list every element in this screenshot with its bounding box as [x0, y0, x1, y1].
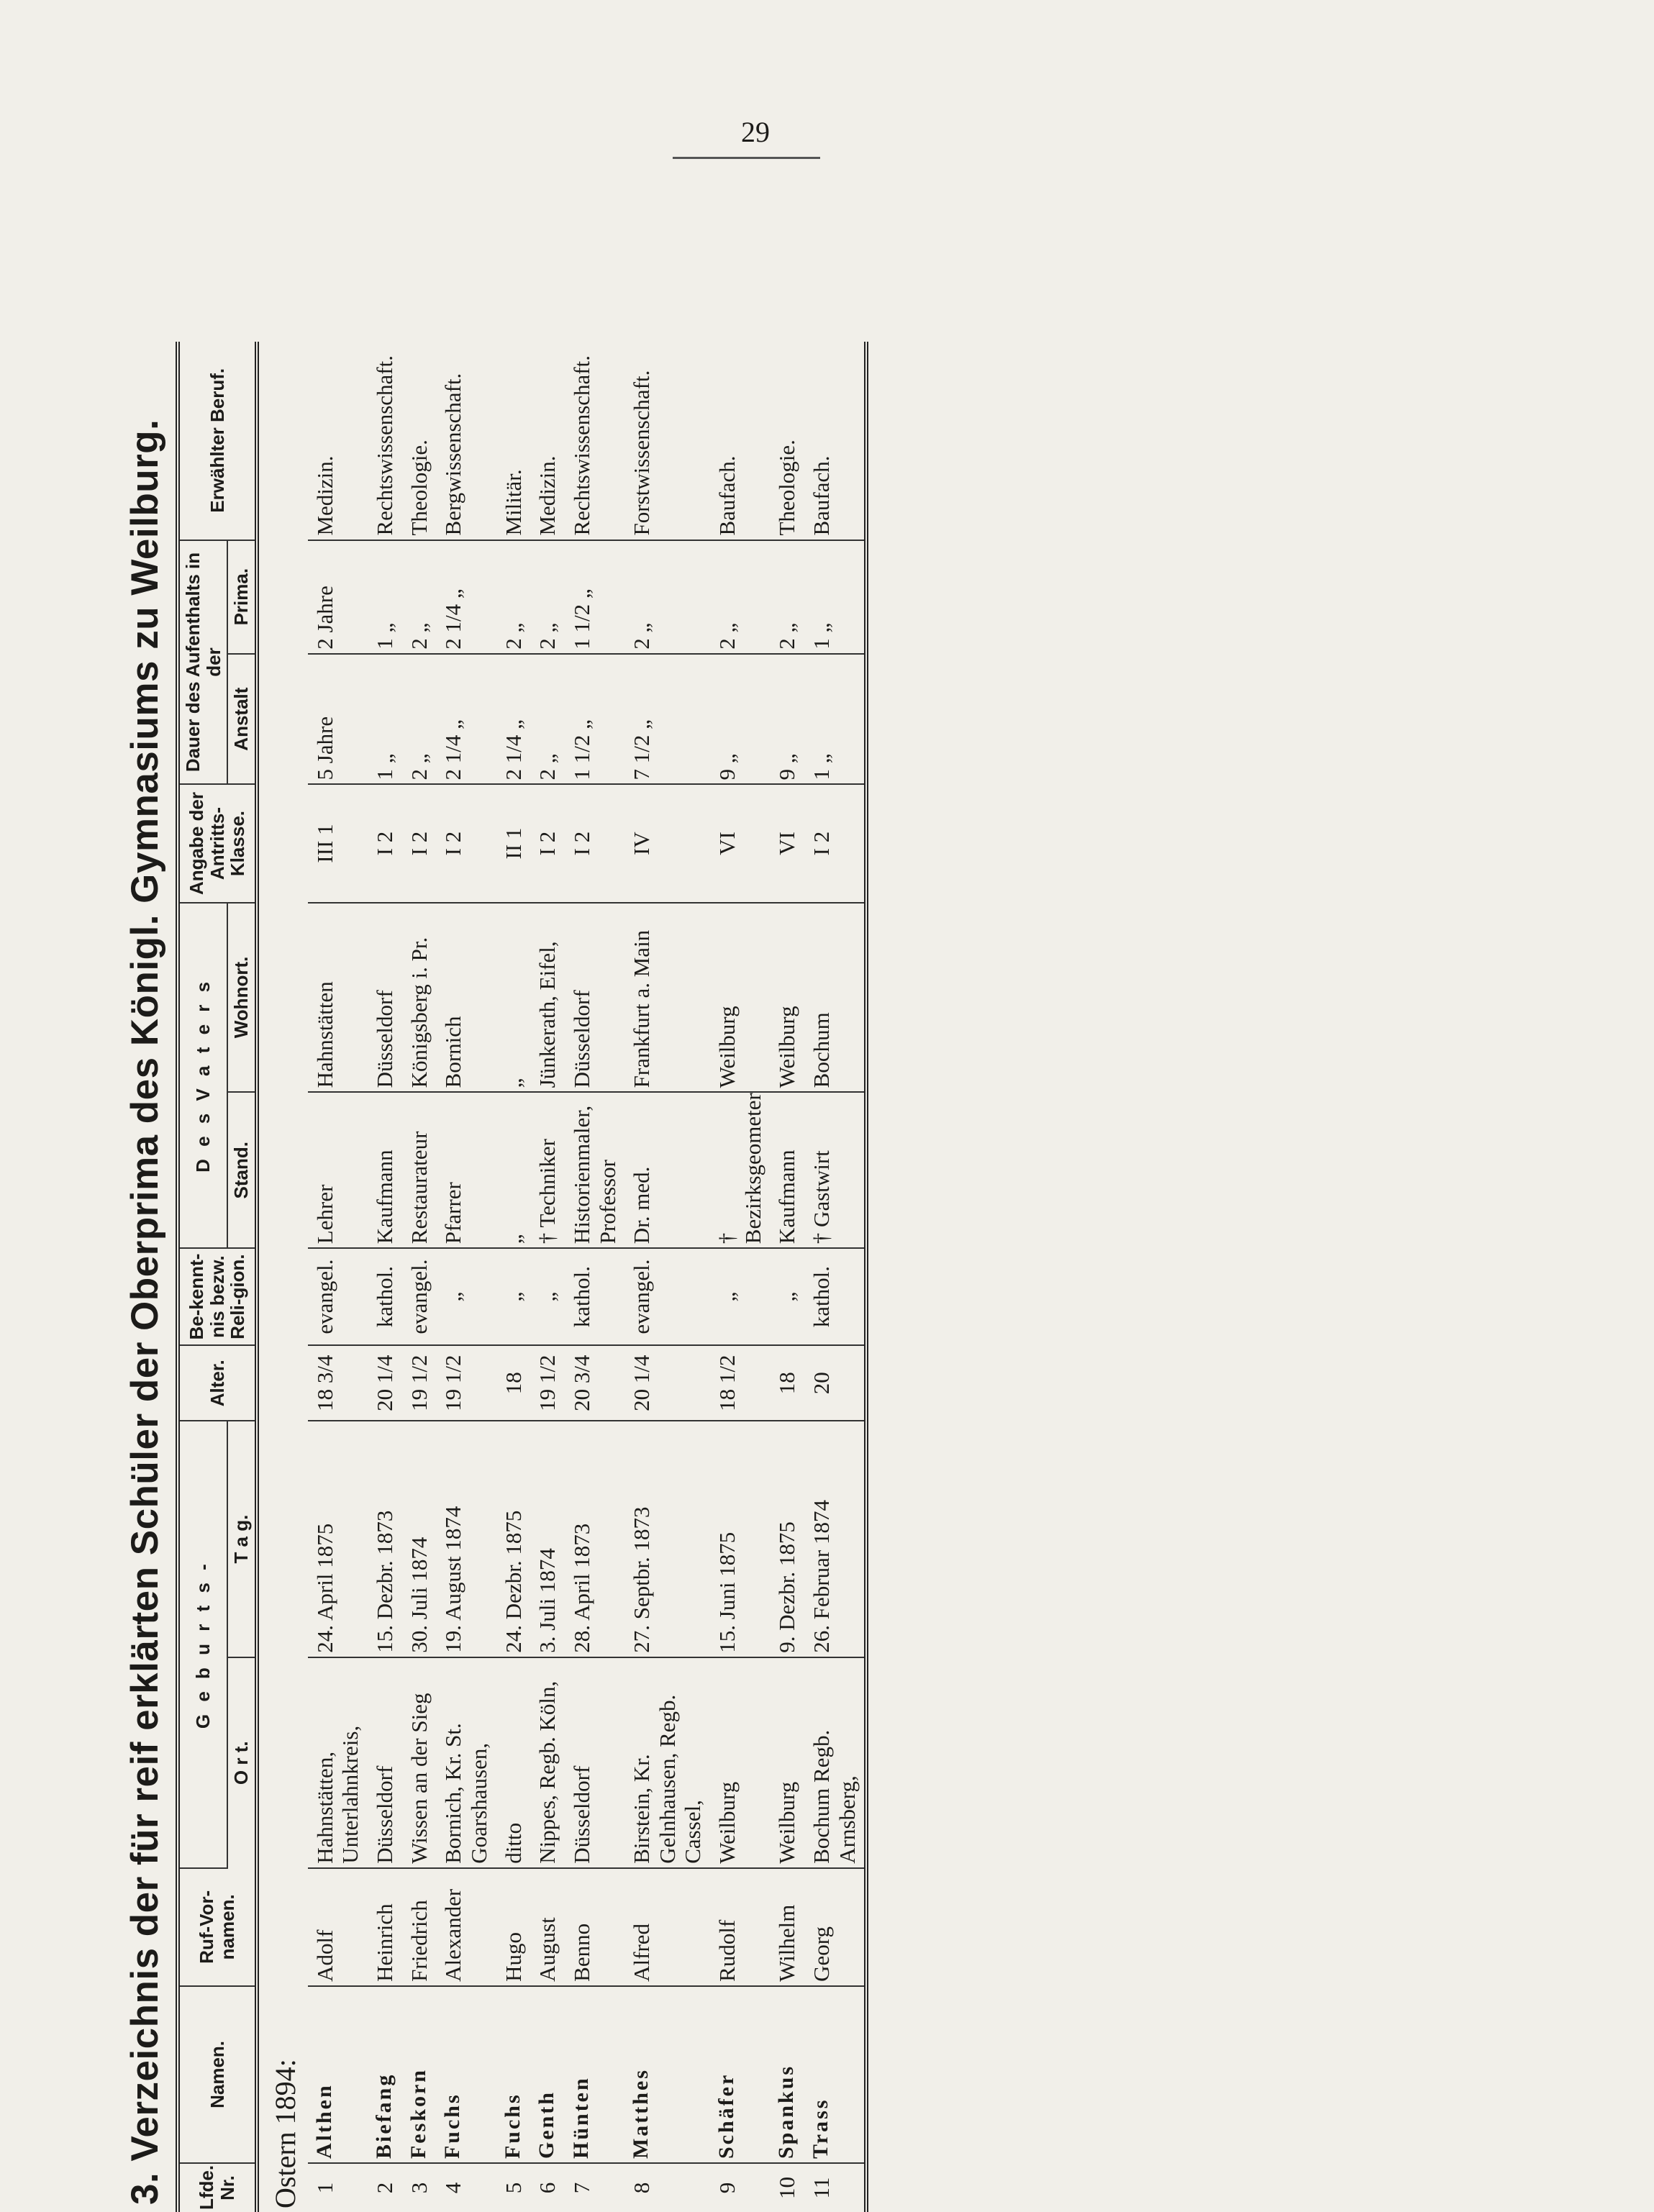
row-vorname: August	[530, 1868, 565, 1986]
row-konfession: „	[496, 1248, 531, 1345]
row-antrittsklasse: VI	[710, 784, 770, 902]
row-dauer-prima: 1 1/2 „	[565, 540, 624, 654]
row-vorname: Georg	[804, 1868, 866, 1986]
row-name: Trass	[804, 1986, 866, 2163]
row-dauer-prima: 1 „	[368, 540, 402, 654]
row-konfession: „	[530, 1248, 565, 1345]
row-antrittsklasse: I 2	[530, 784, 565, 902]
row-nr: 7	[568, 2182, 594, 2194]
row-antrittsklasse: IV	[624, 784, 710, 902]
header-vater-stand: Stand.	[227, 1092, 257, 1248]
header-geburt-ort: O r t.	[227, 1657, 257, 1868]
row-vater-wohnort: Weilburg	[710, 903, 770, 1093]
row-geburtsort: Hahnstätten, Unterlahnkreis,	[308, 1657, 368, 1868]
row-vorname: Wilhelm	[770, 1868, 804, 1986]
section-label: Ostern 1894:	[257, 342, 308, 2212]
row-alter: 20 1/4	[624, 1345, 710, 1421]
row-geburtsort: ditto	[496, 1657, 531, 1868]
row-antrittsklasse: I 2	[436, 784, 496, 902]
row-dauer-anstalt: 1 „	[804, 654, 866, 785]
row-antrittsklasse: I 2	[368, 784, 402, 902]
row-dauer-prima: 1 „	[804, 540, 866, 654]
row-geburtsort: Birstein, Kr. Gelnhausen, Regb. Cassel,	[624, 1657, 710, 1868]
row-dauer-anstalt: 2 „	[530, 654, 565, 785]
header-alter: Alter.	[178, 1345, 257, 1421]
row-beruf: Baufach.	[804, 342, 866, 540]
row-beruf: Medizin.	[530, 342, 565, 540]
row-vater-wohnort: Bochum	[804, 903, 866, 1093]
header-beruf: Erwählter Beruf.	[178, 342, 257, 540]
row-antrittsklasse: II 1	[496, 784, 531, 902]
row-geburtstag: 26. Februar 1874	[804, 1421, 866, 1657]
row-nr: 6	[535, 2182, 560, 2194]
row-geburtsort: Düsseldorf	[565, 1657, 624, 1868]
row-geburtstag: 15. Dezbr. 1873	[368, 1421, 402, 1657]
table-row	[308, 342, 368, 2212]
row-geburtsort: Weilburg	[770, 1657, 804, 1868]
table-title: 3. Verzeichnis der für reif erklärten Schüler der Oberprima des Königl. Gymnasiums zu Weilburg.	[124, 419, 166, 2205]
row-dauer-anstalt: 9 „	[710, 654, 770, 785]
row-name: Fuchs	[436, 1986, 496, 2163]
row-alter: 18 1/2	[710, 1345, 770, 1421]
row-vorname: Heinrich	[368, 1868, 402, 1986]
row-beruf: Rechtswissenschaft.	[565, 342, 624, 540]
row-dauer-anstalt: 2 1/4 „	[436, 654, 496, 785]
graduates-table	[176, 342, 868, 2212]
row-nr: 4	[440, 2182, 466, 2194]
row-name: Schäfer	[710, 1986, 770, 2163]
header-geburt-tag: T a g.	[227, 1421, 257, 1657]
rotated-table-sheet	[115, 342, 1396, 2212]
row-antrittsklasse: I 2	[565, 784, 624, 902]
row-beruf: Theologie.	[402, 342, 437, 540]
row-name: Hünten	[565, 1986, 624, 2163]
row-konfession: evangel.	[308, 1248, 368, 1345]
header-vater-wohnort: Wohnort.	[227, 903, 257, 1093]
row-dauer-prima: 2 „	[530, 540, 565, 654]
row-vater-stand: „	[496, 1092, 531, 1248]
page-number-rule	[673, 157, 820, 159]
header-name: Namen.	[178, 1986, 257, 2163]
row-alter: 18	[770, 1345, 804, 1421]
row-vorname: Alexander	[436, 1868, 496, 1986]
row-alter: 19 1/2	[402, 1345, 437, 1421]
row-vater-stand: Pfarrer	[436, 1092, 496, 1248]
row-geburtstag: 3. Juli 1874	[530, 1421, 565, 1657]
row-beruf: Forstwissenschaft.	[624, 342, 710, 540]
row-alter: 18	[496, 1345, 531, 1421]
row-vorname: Rudolf	[710, 1868, 770, 1986]
row-name: Matthes	[624, 1986, 710, 2163]
row-konfession: kathol.	[565, 1248, 624, 1345]
table-row	[710, 342, 770, 2212]
row-vater-wohnort: Düsseldorf	[368, 903, 402, 1093]
row-geburtstag: 24. Dezbr. 1875	[496, 1421, 531, 1657]
row-konfession: „	[436, 1248, 496, 1345]
row-name: Feskorn	[402, 1986, 437, 2163]
row-dauer-prima: 2 Jahre	[308, 540, 368, 654]
row-geburtsort: Bornich, Kr. St. Goarshausen,	[436, 1657, 496, 1868]
row-vorname: Friedrich	[402, 1868, 437, 1986]
row-name: Spankus	[770, 1986, 804, 2163]
table-row	[402, 342, 437, 2212]
row-dauer-prima: 2 „	[496, 540, 531, 654]
page-number: 29	[741, 116, 770, 148]
header-dauer: Dauer des Aufenthalts in der	[178, 540, 227, 785]
row-konfession: kathol.	[804, 1248, 866, 1345]
row-alter: 19 1/2	[436, 1345, 496, 1421]
row-name: Biefang	[368, 1986, 402, 2163]
row-konfession: „	[770, 1248, 804, 1345]
row-geburtstag: 30. Juli 1874	[402, 1421, 437, 1657]
row-dauer-prima: 2 „	[402, 540, 437, 654]
row-antrittsklasse: I 2	[402, 784, 437, 902]
row-vater-wohnort: Königsberg i. Pr.	[402, 903, 437, 1093]
row-geburtstag: 15. Juni 1875	[710, 1421, 770, 1657]
row-alter: 20 3/4	[565, 1345, 624, 1421]
row-nr: 9	[714, 2182, 740, 2194]
row-vater-wohnort: Bornich	[436, 903, 496, 1093]
row-alter: 18 3/4	[308, 1345, 368, 1421]
row-nr: 5	[500, 2182, 526, 2194]
row-dauer-anstalt: 1 1/2 „	[565, 654, 624, 785]
row-nr: 1	[312, 2182, 337, 2194]
row-beruf: Theologie.	[770, 342, 804, 540]
row-name: Althen	[308, 1986, 368, 2163]
row-geburtstag: 28. April 1873	[565, 1421, 624, 1657]
row-vater-stand: † Techniker	[530, 1092, 565, 1248]
header-rufname: Ruf-Vor-namen.	[178, 1868, 257, 1986]
row-vater-stand: Historienmaler, Professor	[565, 1092, 624, 1248]
row-vater-wohnort: Frankfurt a. Main	[624, 903, 710, 1093]
row-vater-wohnort: Jünkerath, Eifel,	[530, 903, 565, 1093]
row-vater-stand: Dr. med.	[624, 1092, 710, 1248]
row-nr: 2	[372, 2182, 398, 2194]
row-vater-wohnort: Düsseldorf	[565, 903, 624, 1093]
row-vater-stand: Kaufmann	[368, 1092, 402, 1248]
header-antritt: Angabe der Antritts-Klasse.	[178, 784, 257, 902]
row-geburtsort: Wissen an der Sieg	[402, 1657, 437, 1868]
row-geburtsort: Bochum Regb. Arnsberg,	[804, 1657, 866, 1868]
row-dauer-anstalt: 2 „	[402, 654, 437, 785]
header-nr: Lfde. Nr.	[178, 2163, 257, 2212]
row-beruf: Bergwissenschaft.	[436, 342, 496, 540]
row-vater-wohnort: Hahnstätten	[308, 903, 368, 1093]
row-dauer-prima: 2 „	[624, 540, 710, 654]
row-vater-wohnort: Weilburg	[770, 903, 804, 1093]
row-konfession: kathol.	[368, 1248, 402, 1345]
row-vater-stand: Lehrer	[308, 1092, 368, 1248]
row-dauer-anstalt: 1 „	[368, 654, 402, 785]
row-alter: 20 1/4	[368, 1345, 402, 1421]
row-geburtstag: 24. April 1875	[308, 1421, 368, 1657]
row-vater-stand: † Gastwirt	[804, 1092, 866, 1248]
row-vater-wohnort: „	[496, 903, 531, 1093]
row-vorname: Benno	[565, 1868, 624, 1986]
table-row	[565, 342, 624, 2212]
header-dauer-prima: Prima.	[227, 540, 257, 654]
row-geburtsort: Düsseldorf	[368, 1657, 402, 1868]
row-nr: 11	[804, 2163, 866, 2212]
row-antrittsklasse: VI	[770, 784, 804, 902]
row-nr: 3	[406, 2182, 432, 2194]
row-alter: 19 1/2	[530, 1345, 565, 1421]
table-row	[804, 342, 866, 2212]
row-beruf: Rechtswissenschaft.	[368, 342, 402, 540]
table-row	[436, 342, 496, 2212]
row-dauer-anstalt: 7 1/2 „	[624, 654, 710, 785]
header-geburt: G e b u r t s -	[178, 1421, 227, 1867]
row-dauer-prima: 2 1/4 „	[436, 540, 496, 654]
row-beruf: Medizin.	[308, 342, 368, 540]
row-konfession: evangel.	[402, 1248, 437, 1345]
row-vorname: Hugo	[496, 1868, 531, 1986]
row-nr: 8	[629, 2182, 655, 2194]
row-dauer-anstalt: 9 „	[770, 654, 804, 785]
header-konfession: Be-kennt-nis bezw. Reli-gion.	[178, 1248, 257, 1345]
header-dauer-anstalt: Anstalt	[227, 654, 257, 785]
row-dauer-prima: 2 „	[710, 540, 770, 654]
table-row	[530, 342, 565, 2212]
row-konfession: „	[710, 1248, 770, 1345]
row-geburtstag: 19. August 1874	[436, 1421, 496, 1657]
row-beruf: Baufach.	[710, 342, 770, 540]
row-geburtsort: Nippes, Regb. Köln,	[530, 1657, 565, 1868]
row-nr: 10	[774, 2177, 800, 2200]
row-dauer-prima: 2 „	[770, 540, 804, 654]
row-antrittsklasse: III 1	[308, 784, 368, 902]
row-vorname: Alfred	[624, 1868, 710, 1986]
row-antrittsklasse: I 2	[804, 784, 866, 902]
table-row	[496, 342, 531, 2212]
table-row	[368, 342, 402, 2212]
row-geburtstag: 9. Dezbr. 1875	[770, 1421, 804, 1657]
row-name: Fuchs	[496, 1986, 531, 2163]
row-vater-stand: Restaurateur	[402, 1092, 437, 1248]
row-beruf: Militär.	[496, 342, 531, 540]
table-row	[624, 342, 710, 2212]
row-vater-stand: Kaufmann	[770, 1092, 804, 1248]
row-geburtsort: Weilburg	[710, 1657, 770, 1868]
row-name: Genth	[530, 1986, 565, 2163]
row-dauer-anstalt: 2 1/4 „	[496, 654, 531, 785]
row-geburtstag: 27. Septbr. 1873	[624, 1421, 710, 1657]
row-vorname: Adolf	[308, 1868, 368, 1986]
header-vater: D e s V a t e r s	[178, 903, 227, 1249]
row-vater-stand: † Bezirksgeometer	[710, 1092, 770, 1248]
row-konfession: evangel.	[624, 1248, 710, 1345]
table-row	[770, 342, 804, 2212]
row-alter: 20	[804, 1345, 866, 1421]
row-dauer-anstalt: 5 Jahre	[308, 654, 368, 785]
